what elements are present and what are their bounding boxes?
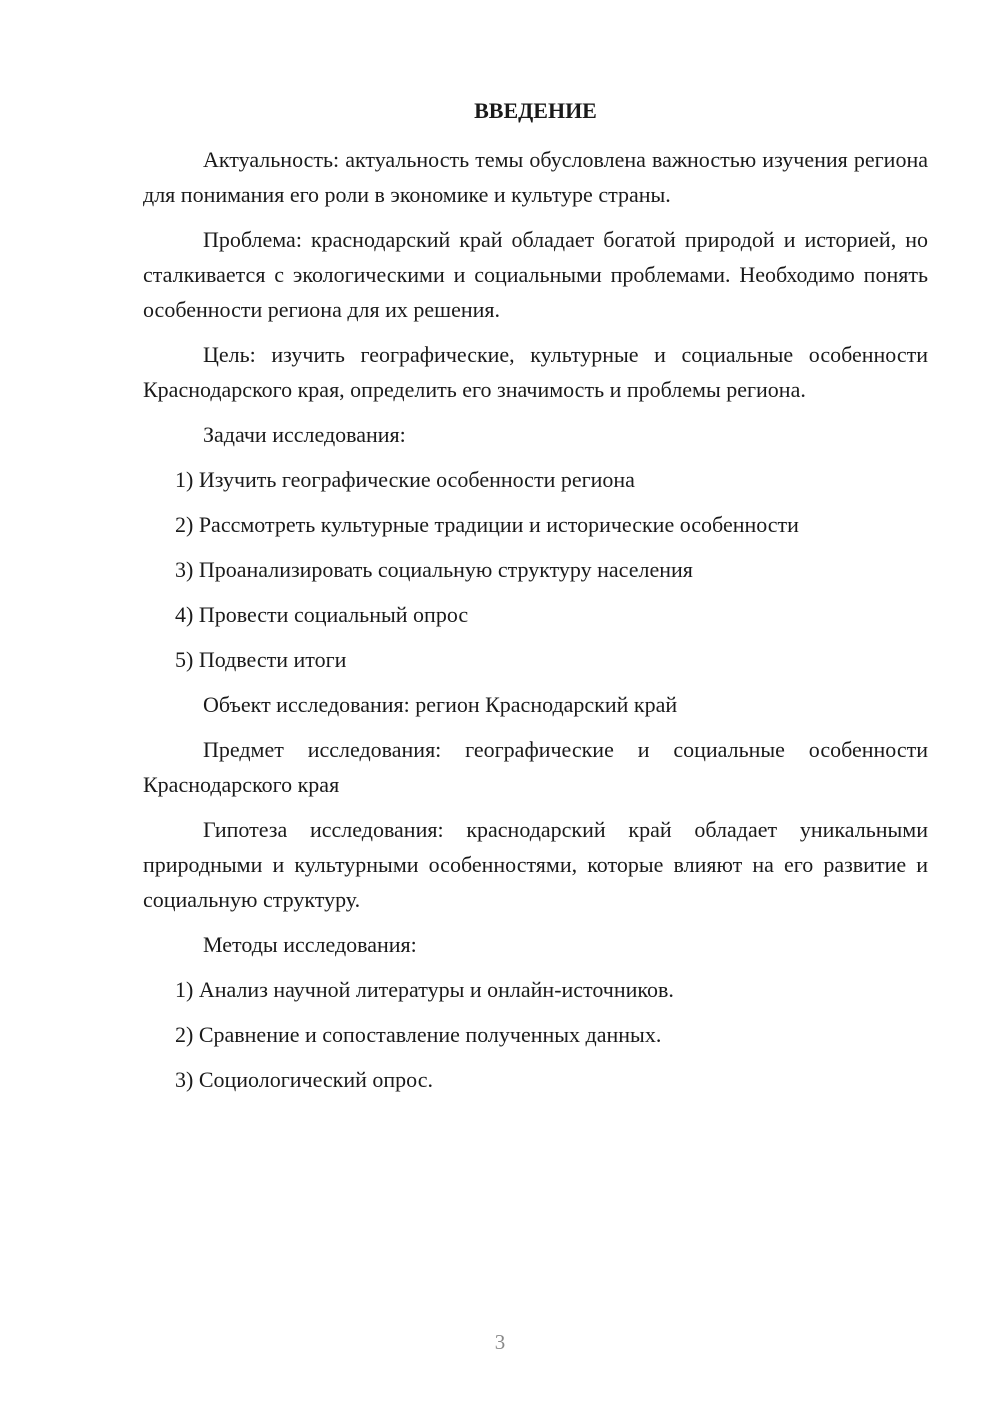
task-item: 5) Подвести итоги xyxy=(175,647,347,672)
method-item: 3) Социологический опрос. xyxy=(175,1067,433,1092)
methods-heading: Методы исследования: xyxy=(203,932,417,957)
task-item: 1) Изучить географические особенности региона xyxy=(175,467,635,492)
problem-paragraph: Проблема: краснодарский край обладает богатой природой и историей, но сталкивается с экологическими и социальными проблемами. Необходимо понять особенности региона для их решения. xyxy=(143,227,928,322)
page-number: 3 xyxy=(494,1330,506,1354)
relevance-paragraph: Актуальность: актуальность темы обусловлена важностью изучения региона для понимания его роли в экономике и культуре страны. xyxy=(143,147,928,207)
tasks-heading: Задачи исследования: xyxy=(203,422,406,447)
task-item: 3) Проанализировать социальную структуру населения xyxy=(175,557,693,582)
task-item: 4) Провести социальный опрос xyxy=(175,602,469,627)
document-page xyxy=(143,96,928,1107)
subject-paragraph: Предмет исследования: географические и социальные особенности Краснодарского края xyxy=(143,737,928,797)
method-item: 1) Анализ научной литературы и онлайн-источников. xyxy=(175,977,674,1002)
object-paragraph: Объект исследования: регион Краснодарский край xyxy=(203,692,678,717)
method-item: 2) Сравнение и сопоставление полученных данных. xyxy=(175,1022,662,1047)
hypothesis-paragraph: Гипотеза исследования: краснодарский край обладает уникальными природными и культурными особенностями, которые влияют на его развитие и социальную структуру. xyxy=(143,817,928,912)
task-item: 2) Рассмотреть культурные традиции и исторические особенности xyxy=(175,512,799,537)
goal-paragraph: Цель: изучить географические, культурные и социальные особенности Краснодарского края, определить его значимость и проблемы региона. xyxy=(143,342,928,402)
section-title: ВВЕДЕНИЕ xyxy=(474,98,597,123)
